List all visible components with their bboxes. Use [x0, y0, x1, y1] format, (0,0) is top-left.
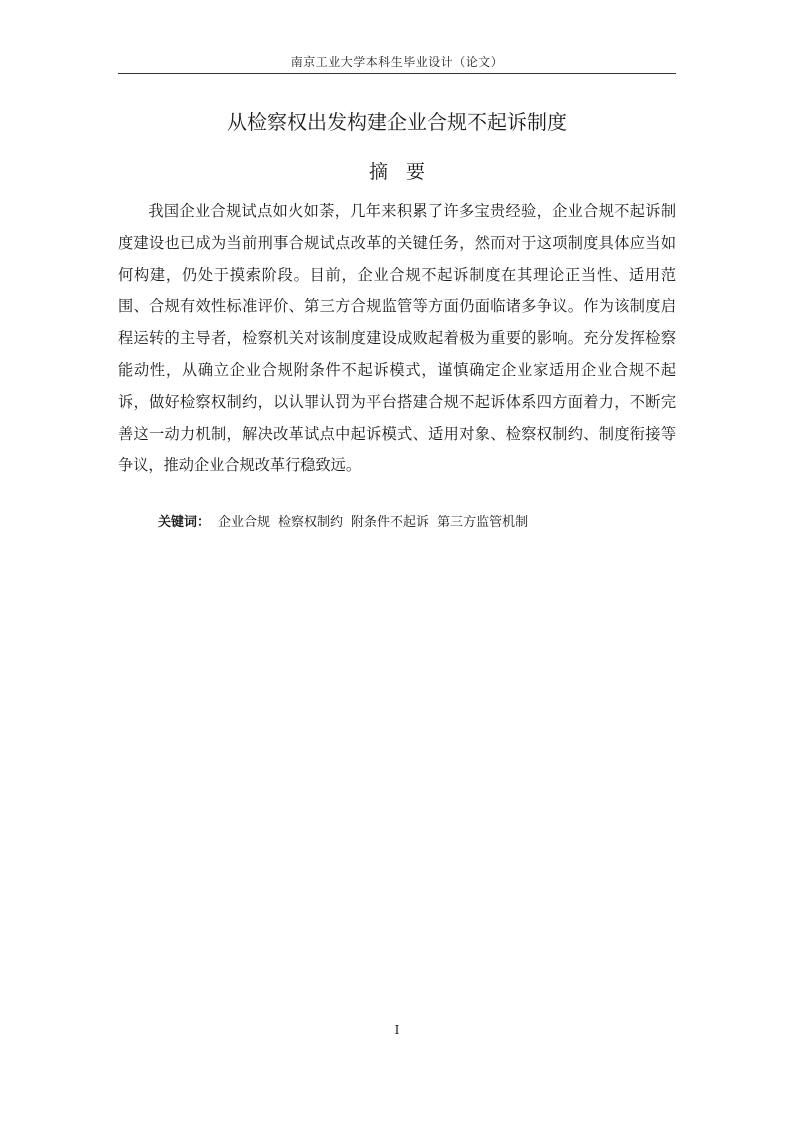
- abstract-paragraph: 我国企业合规试点如火如荼，几年来积累了许多宝贵经验，企业合规不起诉制度建设也已成为当前刑事合规试点改革的关键任务，然而对于这项制度具体应当如何构建，仍处于摸索阶段。目前，企业合规不起诉制度在其理论正当性、适用范围、合规有效性标准评价、第三方合规监管等方面仍面临诸多争议。作为该制度启程运转的主导者，检察机关对该制度建设成败起着极为重要的影响。充分发挥检察能动性，从确立企业合规附条件不起诉模式，谨慎确定企业家适用企业合规不起诉，做好检察权制约，以认罪认罚为平台搭建合规不起诉体系四方面着力，不断完善这一动力机制，解决改革试点中起诉模式、适用对象、检察权制约、制度衔接等争议，推动企业合规改革行稳致远。: [118, 202, 676, 475]
- running-header: 南京工业大学本科生毕业设计（论文）: [290, 55, 504, 69]
- abstract-heading: 摘要: [368, 161, 443, 183]
- page-number: I: [394, 1023, 400, 1037]
- keywords-line: [158, 512, 678, 534]
- keyword-item: 企业合规: [218, 515, 271, 530]
- header-rule: [118, 73, 676, 74]
- keyword-item: 附条件不起诉: [351, 515, 430, 530]
- document-title: 从检察权出发构建企业合规不起诉制度: [227, 110, 567, 134]
- keywords-label: 关键词：: [158, 515, 211, 530]
- keyword-item: 检察权制约: [278, 515, 344, 530]
- keyword-item: 第三方监管机制: [437, 515, 529, 530]
